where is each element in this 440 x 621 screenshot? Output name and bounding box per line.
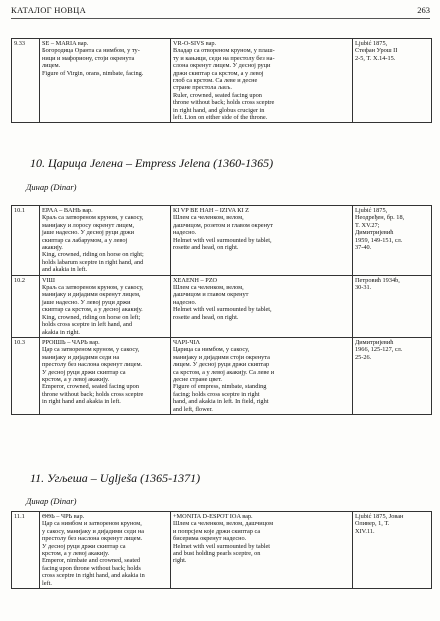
obverse-line: Краљ са затвореном круном, у сакосу, xyxy=(42,284,144,292)
reverse-line: left. Lion on either side of the throne. xyxy=(173,114,268,122)
obverse-line: престолу без наслона окренут лицем. xyxy=(42,535,143,543)
reference-line: Оливер, 1, T. xyxy=(355,520,390,528)
reverse-cell xyxy=(171,512,353,589)
reverse-line: Шлем са челенком, велом, xyxy=(173,214,244,222)
reference-cell xyxy=(353,39,432,123)
reverse-line: and left, flower. xyxy=(173,405,213,413)
obverse-line: cross sceptre in right hand, and akakia in xyxy=(42,572,145,580)
obverse-line: јаше надесно. У левој руци држи xyxy=(42,298,131,306)
table-row xyxy=(12,39,432,123)
reference-line: 1959, 149-151, сл. xyxy=(355,236,403,244)
obverse-legend: ΡΡΟΙШЬ – ЧΛΡЬ вар. xyxy=(42,338,100,346)
reference-line: 2-5, T. X.14-15. xyxy=(355,54,396,62)
catalog-table-ugljesa xyxy=(11,511,432,589)
obverse-legend: VIШ xyxy=(42,276,55,284)
table-row xyxy=(12,337,432,414)
obverse-line: манијаку и дијадими окренут лицем, xyxy=(42,291,141,299)
reverse-legend: ЧΛΡΙ-ЧΙΛ xyxy=(173,338,201,346)
obverse-line: facing upon throne without back; holds xyxy=(42,564,141,572)
reverse-line: Helmet with veil surmounted by tablet, xyxy=(173,236,272,244)
obverse-line: Цар са затвореном круном, у сакосу, xyxy=(42,346,140,354)
reverse-line: right. xyxy=(173,557,187,565)
reference-cell xyxy=(353,337,432,414)
reverse-line: and bust holding pearls sceptre, on xyxy=(173,550,261,558)
running-title: КАТАЛОГ НОВЦА xyxy=(11,5,87,15)
reverse-line: rosette and head, on right. xyxy=(173,313,239,321)
obverse-line: престолу без наслона окренут лицем. xyxy=(42,361,143,369)
obverse-legend: SE – MARIA вар. xyxy=(42,40,89,47)
section-title: 10. Царица Јелена – Empress Jelena (1360-1365) xyxy=(30,156,274,170)
reverse-line: манијаку и дијадими стоји окренута xyxy=(173,353,270,361)
reference-line: XIV.11. xyxy=(355,527,375,535)
reverse-line: бисерима окренут надесно. xyxy=(173,535,247,543)
reverse-line: Шлем са челенком, велом, дашчицом xyxy=(173,520,274,528)
reverse-line: и попрсјем које држи скиптар са xyxy=(173,527,261,535)
obverse-line: holds labarum sceptre in right hand, and xyxy=(42,258,144,266)
reference-line: Димитријевић xyxy=(355,338,394,346)
reverse-line: стране престола љиљ. xyxy=(173,84,232,92)
page-header xyxy=(11,5,430,19)
reverse-legend: КI VP ВЕ НАН – IZIVA КI Z xyxy=(173,207,249,214)
obverse-line: left. xyxy=(42,579,52,587)
reference-line: 25-26. xyxy=(355,353,372,361)
obverse-line: Figure of Virgin, orans, nimbate, facing. xyxy=(42,69,144,77)
section-subtitle: Динар (Dinar) xyxy=(26,182,77,192)
section-title: 11. Угљеша – Uglješa (1365-1371) xyxy=(30,471,201,485)
reference-line: Димитријевић xyxy=(355,229,394,237)
reference-cell xyxy=(353,512,432,589)
reference-line: 30-31. xyxy=(355,284,372,292)
reverse-line: Figure of empress, nimbate, standing xyxy=(173,383,267,391)
reverse-line: држи скиптар са крстом, а у левој xyxy=(173,69,264,77)
section-subtitle: Динар (Dinar) xyxy=(26,496,77,506)
obverse-line: Богородица Оранта са нимбом, у ту- xyxy=(42,47,140,55)
obverse-line: in right hand and akakia in left. xyxy=(42,398,121,406)
obverse-legend: ЕΡΛΑ – ΒΑΗЬ вар. xyxy=(42,207,93,214)
reverse-line: Helmet with veil surmounted by tablet, xyxy=(173,306,272,314)
reference-cell xyxy=(353,275,432,337)
table-row xyxy=(12,512,432,589)
obverse-cell xyxy=(40,206,171,276)
entry-number: 9.33 xyxy=(12,39,40,123)
entry-number: 10.3 xyxy=(12,337,40,414)
reverse-line: ту и кањици, седи на престолу без на- xyxy=(173,54,275,62)
obverse-cell xyxy=(40,512,171,589)
obverse-legend: ΘΘЬ – ЧΡЬ вар. xyxy=(42,513,85,520)
reference-line: 1966, 125-127, сл. xyxy=(355,346,403,354)
reference-line: Неодређен, бр. 18, xyxy=(355,214,405,222)
obverse-line: јаше надесно. У десној руци држи xyxy=(42,229,134,237)
catalog-table-jelena xyxy=(11,205,432,415)
catalog-table-top xyxy=(11,38,432,123)
obverse-line: у сакосу, манијаку и дијадими седи на xyxy=(42,527,144,535)
obverse-line: манијаку и дијадими седи на xyxy=(42,353,120,361)
obverse-line: King, crowned, riding on horse on left; xyxy=(42,313,141,321)
reverse-cell xyxy=(171,206,353,276)
obverse-line: throne without back; holds cross sceptre xyxy=(42,390,144,398)
entry-number: 10.1 xyxy=(12,206,40,276)
obverse-line: Emperor, crowned, seated facing upon xyxy=(42,383,139,391)
obverse-line: holds cross sceptre in left hand, and xyxy=(42,321,133,329)
reverse-line: rosette and head, on right. xyxy=(173,244,239,252)
obverse-line: ници и мафориону, стоји окренута xyxy=(42,54,135,62)
reverse-line: throne without back; holds cross sceptre xyxy=(173,99,275,107)
obverse-line: крстом, а у левој акакију. xyxy=(42,375,110,383)
reference-line: T. XV.27; xyxy=(355,221,380,229)
obverse-line: скиптар са крстом, а у десној акакију. xyxy=(42,306,143,314)
obverse-line: Emperor, nimbate and crowned, seated xyxy=(42,557,141,565)
reference-line: Стефан Урош II xyxy=(355,47,398,55)
reference-line: Петровић 1934b, xyxy=(355,276,400,284)
reverse-legend: VR-O-SIVS вар. xyxy=(173,40,217,47)
reference-line: 37-40. xyxy=(355,244,372,252)
reverse-line: слона окренут лицем. У десној руци xyxy=(173,62,271,70)
entry-number: 10.2 xyxy=(12,275,40,337)
reverse-line: са крстом, а у левој акакију. Са леве и xyxy=(173,368,275,376)
reverse-line: facing; holds cross sceptre in right xyxy=(173,390,260,398)
reverse-line: Шлем са челенком, велом, xyxy=(173,284,244,292)
reverse-line: Ruler, crowned, seated facing upon xyxy=(173,91,262,99)
obverse-line: Краљ са затвореном круном, у сакосу, xyxy=(42,214,144,222)
reverse-legend: +MONITA D-ESPOT IOA вар. xyxy=(173,513,253,520)
reverse-line: Владар са отвореном круном, у плаш- xyxy=(173,47,275,55)
obverse-line: крстом, а у левој акакију. xyxy=(42,550,110,558)
reverse-cell xyxy=(171,39,353,123)
reference-line: Ljubić 1875, xyxy=(355,207,388,214)
obverse-cell xyxy=(40,275,171,337)
obverse-cell xyxy=(40,39,171,123)
reverse-line: in right hand, and globus cruciger in xyxy=(173,106,265,114)
reverse-line: надесно. xyxy=(173,298,197,306)
reference-line: Ljubić 1875, Јован xyxy=(355,513,404,520)
obverse-line: King, crowned, riding on horse on right; xyxy=(42,251,144,259)
obverse-line: and akakia in left. xyxy=(42,266,88,274)
reverse-cell xyxy=(171,275,353,337)
reverse-line: hand, and akakia in left. In field, right xyxy=(173,398,269,406)
reverse-line: Царица са нимбом, у сакосу, xyxy=(173,346,250,354)
reverse-line: десне стране цвет. xyxy=(173,375,222,383)
reverse-cell xyxy=(171,337,353,414)
reverse-line: дашчицом, розетом и главом окренут xyxy=(173,221,273,229)
obverse-line: скиптар са лабарумом, а у левој xyxy=(42,236,128,244)
reverse-line: дашчицом и главом окренут xyxy=(173,291,249,299)
obverse-line: У десној руци држи скиптар са xyxy=(42,542,126,550)
obverse-line: манијаку и лоросу окренут лицем, xyxy=(42,221,135,229)
table-row xyxy=(12,206,432,276)
obverse-line: акакију. xyxy=(42,244,63,252)
reverse-line: лицем. У десној руци држи скиптар xyxy=(173,361,270,369)
obverse-line: akakia in right. xyxy=(42,328,80,336)
page-number: 263 xyxy=(417,5,430,15)
obverse-cell xyxy=(40,337,171,414)
reverse-line: надесно. xyxy=(173,229,197,237)
reference-line: Ljubić 1875, xyxy=(355,40,388,47)
reverse-legend: ΧΕΛΕΝΗ – ΡΖΟ xyxy=(173,276,218,284)
table-row xyxy=(12,275,432,337)
obverse-line: Цар са нимбом и затвореном круном, xyxy=(42,520,142,528)
reverse-line: глоб са крстом. Са леве и десне xyxy=(173,77,258,85)
obverse-line: лицем. xyxy=(42,62,61,70)
reverse-line: Helmet with veil surmounted by tablet xyxy=(173,542,271,550)
obverse-line: У десној руци држи скиптар са xyxy=(42,368,126,376)
entry-number: 11.1 xyxy=(12,512,40,589)
reference-cell xyxy=(353,206,432,276)
